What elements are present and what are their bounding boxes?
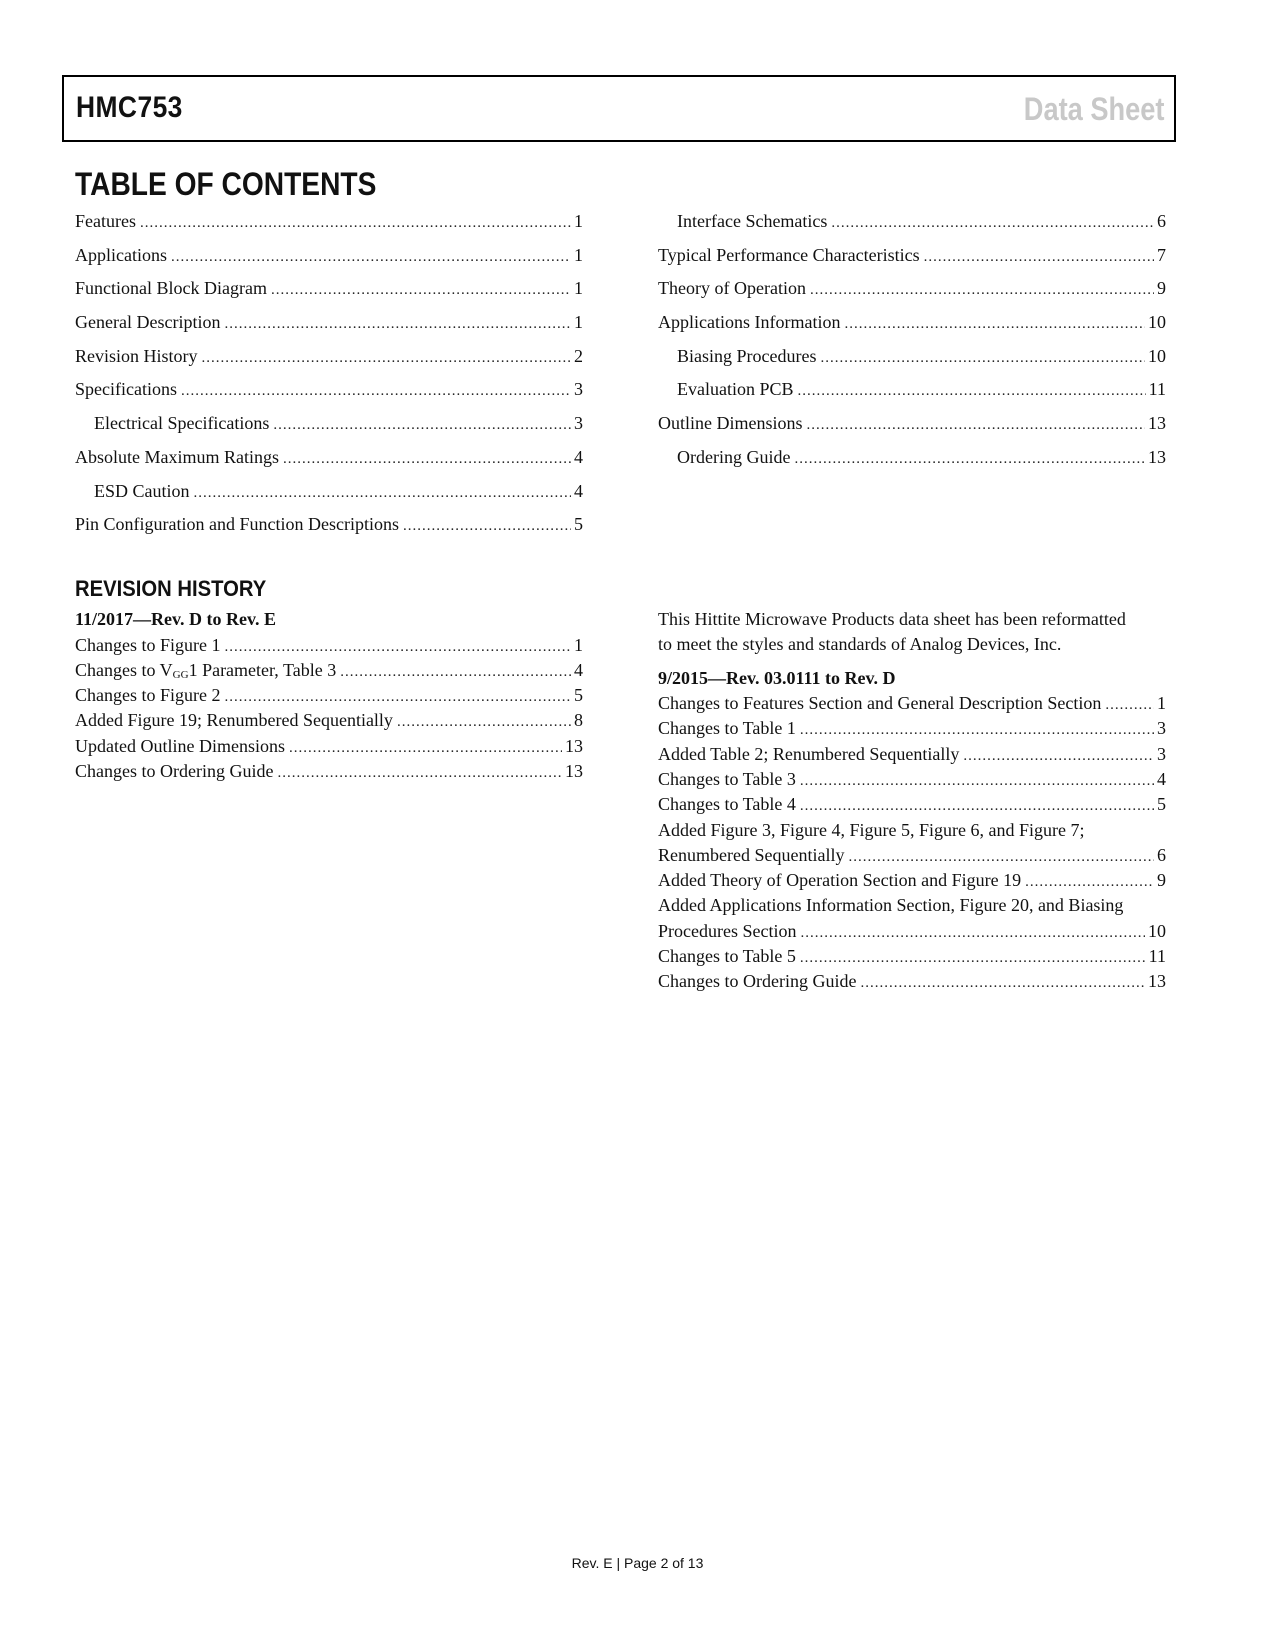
spacer bbox=[658, 658, 1166, 666]
toc-entry-page: 2 bbox=[574, 345, 583, 366]
revision-item bbox=[75, 683, 583, 708]
toc-entry-page: 7 bbox=[1157, 244, 1166, 265]
revision-item-page: 1 bbox=[1157, 693, 1166, 714]
dot-leader bbox=[844, 308, 1145, 342]
label-suffix: 1 Parameter, Table 3 bbox=[188, 659, 337, 680]
revision-item-label: Changes to Table 3 bbox=[658, 768, 796, 789]
toc-entry-page: 13 bbox=[1148, 446, 1166, 467]
toc-entry[interactable] bbox=[75, 239, 583, 273]
toc-subentry[interactable] bbox=[658, 441, 1166, 475]
revision-item bbox=[658, 716, 1166, 741]
reformat-note-line: This Hittite Microwave Products data sheet has been reformatted bbox=[658, 609, 1126, 629]
toc-entry[interactable] bbox=[658, 407, 1166, 441]
dot-leader bbox=[963, 744, 1154, 769]
dot-leader bbox=[794, 443, 1145, 477]
toc-entry-label: Applications Information bbox=[658, 312, 841, 333]
revision-history-left bbox=[75, 607, 583, 784]
toc-entry-page: 1 bbox=[574, 211, 583, 231]
toc-entry-page: 13 bbox=[1148, 413, 1166, 434]
revision-item bbox=[658, 868, 1166, 893]
toc-subentry[interactable] bbox=[658, 340, 1166, 374]
revision-item-label: Procedures Section bbox=[658, 920, 797, 941]
revision-item-page: 1 bbox=[574, 634, 583, 655]
dot-leader bbox=[848, 845, 1154, 870]
revision-item bbox=[658, 767, 1166, 792]
revision-item bbox=[75, 708, 583, 733]
toc-left-column bbox=[75, 205, 583, 542]
dot-leader bbox=[403, 510, 571, 544]
dot-leader bbox=[798, 375, 1146, 409]
revision-item bbox=[75, 658, 583, 683]
toc-entry[interactable] bbox=[75, 340, 583, 374]
revision-item bbox=[75, 734, 583, 759]
toc-subentry[interactable] bbox=[658, 373, 1166, 407]
revision-heading: 9/2015—Rev. 03.0111 to Rev. D bbox=[658, 667, 896, 688]
revision-item-first-line: Added Figure 3, Figure 4, Figure 5, Figure 6, and Figure 7; bbox=[658, 819, 1085, 840]
toc-entry-page: 10 bbox=[1148, 312, 1166, 333]
dot-leader bbox=[277, 761, 562, 786]
revision-item bbox=[658, 742, 1166, 767]
toc-entry-page: 4 bbox=[574, 480, 583, 501]
toc-entry-label: Interface Schematics bbox=[677, 211, 828, 231]
toc-entry-label: Revision History bbox=[75, 345, 198, 366]
dot-leader bbox=[860, 971, 1145, 996]
dot-leader bbox=[924, 241, 1154, 275]
toc-entry[interactable] bbox=[75, 508, 583, 542]
revision-item-label: Changes to Table 1 bbox=[658, 718, 796, 739]
dot-leader bbox=[807, 409, 1146, 443]
toc-entry-label: General Description bbox=[75, 312, 221, 333]
toc-right-column bbox=[658, 205, 1166, 475]
toc-subentry[interactable] bbox=[75, 475, 583, 509]
revision-item bbox=[75, 633, 583, 658]
toc-entry[interactable] bbox=[75, 373, 583, 407]
toc-entry-label: Absolute Maximum Ratings bbox=[75, 446, 279, 467]
revision-item-page: 13 bbox=[565, 735, 583, 756]
toc-subentry[interactable] bbox=[658, 205, 1166, 239]
revision-item-page: 8 bbox=[574, 710, 583, 731]
revision-item bbox=[658, 944, 1166, 969]
toc-subentry[interactable] bbox=[75, 407, 583, 441]
revision-item-page: 4 bbox=[1157, 768, 1166, 789]
toc-entry[interactable] bbox=[658, 272, 1166, 306]
toc-entry-page: 1 bbox=[574, 244, 583, 265]
revision-item-label: Changes to Table 5 bbox=[658, 946, 796, 967]
dot-leader bbox=[271, 274, 571, 308]
revision-item-first-line: Added Applications Information Section, Figure 20, and Biasing bbox=[658, 895, 1124, 916]
toc-entry-label: Pin Configuration and Function Descriptions bbox=[75, 514, 399, 535]
dot-leader bbox=[289, 736, 562, 761]
toc-entry-page: 3 bbox=[574, 413, 583, 434]
dot-leader bbox=[800, 769, 1154, 794]
dot-leader bbox=[181, 375, 571, 409]
toc-entry-label: Functional Block Diagram bbox=[75, 278, 267, 299]
toc-entry[interactable] bbox=[75, 205, 583, 239]
revision-item-page: 9 bbox=[1157, 870, 1166, 891]
revision-item-label: Changes to Table 4 bbox=[658, 794, 796, 815]
revision-item bbox=[75, 759, 583, 784]
revision-item bbox=[658, 792, 1166, 817]
revision-item-label: Changes to Figure 2 bbox=[75, 685, 221, 706]
dot-leader bbox=[140, 207, 571, 241]
revision-item-page: 10 bbox=[1148, 920, 1166, 941]
dot-leader bbox=[273, 409, 571, 443]
reformat-note-line: to meet the styles and standards of Analog Devices, Inc. bbox=[658, 634, 1062, 655]
toc-entry-label: Electrical Specifications bbox=[94, 413, 270, 434]
revision-item-label: Changes to Ordering Guide bbox=[658, 971, 857, 992]
toc-entry-page: 6 bbox=[1157, 211, 1166, 231]
revision-item-label: Added Theory of Operation Section and Figure 19 bbox=[658, 870, 1022, 891]
toc-entry-label: Features bbox=[75, 211, 136, 231]
page-footer: Rev. E | Page 2 of 13 bbox=[571, 1555, 704, 1571]
toc-entry-page: 3 bbox=[574, 379, 583, 400]
revision-history-title: REVISION HISTORY bbox=[75, 576, 267, 601]
dot-leader bbox=[800, 718, 1154, 743]
revision-item-page: 11 bbox=[1148, 946, 1166, 967]
toc-entry-page: 11 bbox=[1148, 379, 1166, 400]
revision-item-page: 3 bbox=[1157, 718, 1166, 739]
label-subscript: GG bbox=[172, 668, 189, 681]
revision-item-label: Added Table 2; Renumbered Sequentially bbox=[658, 743, 960, 764]
toc-entry-page: 1 bbox=[574, 278, 583, 299]
revision-item bbox=[658, 969, 1166, 994]
toc-entry[interactable] bbox=[75, 306, 583, 340]
dot-leader bbox=[283, 443, 571, 477]
dot-leader bbox=[340, 660, 571, 685]
dot-leader bbox=[820, 342, 1145, 376]
revision-item-page: 13 bbox=[565, 760, 583, 781]
toc-entry-page: 5 bbox=[574, 514, 583, 535]
dot-leader bbox=[194, 477, 571, 511]
revision-item bbox=[658, 691, 1166, 716]
dot-leader bbox=[831, 207, 1154, 241]
revision-item-page: 6 bbox=[1157, 844, 1166, 865]
revision-item-label: Updated Outline Dimensions bbox=[75, 735, 285, 756]
dot-leader bbox=[810, 274, 1154, 308]
dot-leader bbox=[225, 685, 572, 710]
dot-leader bbox=[202, 342, 571, 376]
dot-leader bbox=[1025, 870, 1154, 895]
revision-item-page: 5 bbox=[574, 685, 583, 706]
page-header bbox=[62, 75, 1176, 142]
revision-item-page: 3 bbox=[1157, 743, 1166, 764]
toc-entry-label: Applications bbox=[75, 244, 167, 265]
toc-entry-page: 9 bbox=[1157, 278, 1166, 299]
revision-item-page: 5 bbox=[1157, 794, 1166, 815]
dot-leader bbox=[800, 921, 1145, 946]
toc-entry-label: ESD Caution bbox=[94, 480, 190, 501]
revision-item-page: 4 bbox=[574, 659, 583, 680]
toc-entry[interactable] bbox=[658, 306, 1166, 340]
toc-entry-page: 1 bbox=[574, 312, 583, 333]
product-name: HMC753 bbox=[76, 91, 183, 124]
dot-leader bbox=[224, 308, 571, 342]
revision-heading: 11/2017—Rev. D to Rev. E bbox=[75, 609, 276, 629]
dot-leader bbox=[171, 241, 571, 275]
revision-item bbox=[658, 919, 1166, 944]
toc-entry[interactable] bbox=[75, 441, 583, 475]
revision-history-right bbox=[658, 607, 1166, 995]
toc-entry-page: 10 bbox=[1148, 345, 1166, 366]
revision-item-label: Changes to Figure 1 bbox=[75, 634, 221, 655]
revision-item-label: Renumbered Sequentially bbox=[658, 844, 845, 865]
toc-entry-label: Typical Performance Characteristics bbox=[658, 244, 920, 265]
toc-entry-page: 4 bbox=[574, 446, 583, 467]
revision-item-label: Changes to Ordering Guide bbox=[75, 760, 274, 781]
toc-title: TABLE OF CONTENTS bbox=[75, 166, 377, 202]
toc-entry[interactable] bbox=[658, 239, 1166, 273]
toc-entry-label: Specifications bbox=[75, 379, 177, 400]
dot-leader bbox=[1105, 693, 1154, 718]
toc-entry[interactable] bbox=[75, 272, 583, 306]
revision-item bbox=[658, 843, 1166, 868]
dot-leader bbox=[800, 794, 1154, 819]
revision-item-page: 13 bbox=[1148, 971, 1166, 992]
dot-leader bbox=[800, 946, 1146, 971]
dot-leader bbox=[225, 635, 572, 660]
revision-item-label: Changes to Features Section and General Description Section bbox=[658, 693, 1102, 714]
toc-entry-label: Outline Dimensions bbox=[658, 413, 803, 434]
document-type: Data Sheet bbox=[1023, 91, 1164, 127]
label-prefix: Changes to V bbox=[75, 659, 173, 680]
toc-entry-label: Biasing Procedures bbox=[677, 345, 817, 366]
toc-entry-label: Ordering Guide bbox=[677, 446, 791, 467]
revision-item-label: Added Figure 19; Renumbered Sequentially bbox=[75, 710, 393, 731]
toc-entry-label: Evaluation PCB bbox=[677, 379, 794, 400]
toc-entry-label: Theory of Operation bbox=[658, 278, 806, 299]
dot-leader bbox=[397, 710, 571, 735]
